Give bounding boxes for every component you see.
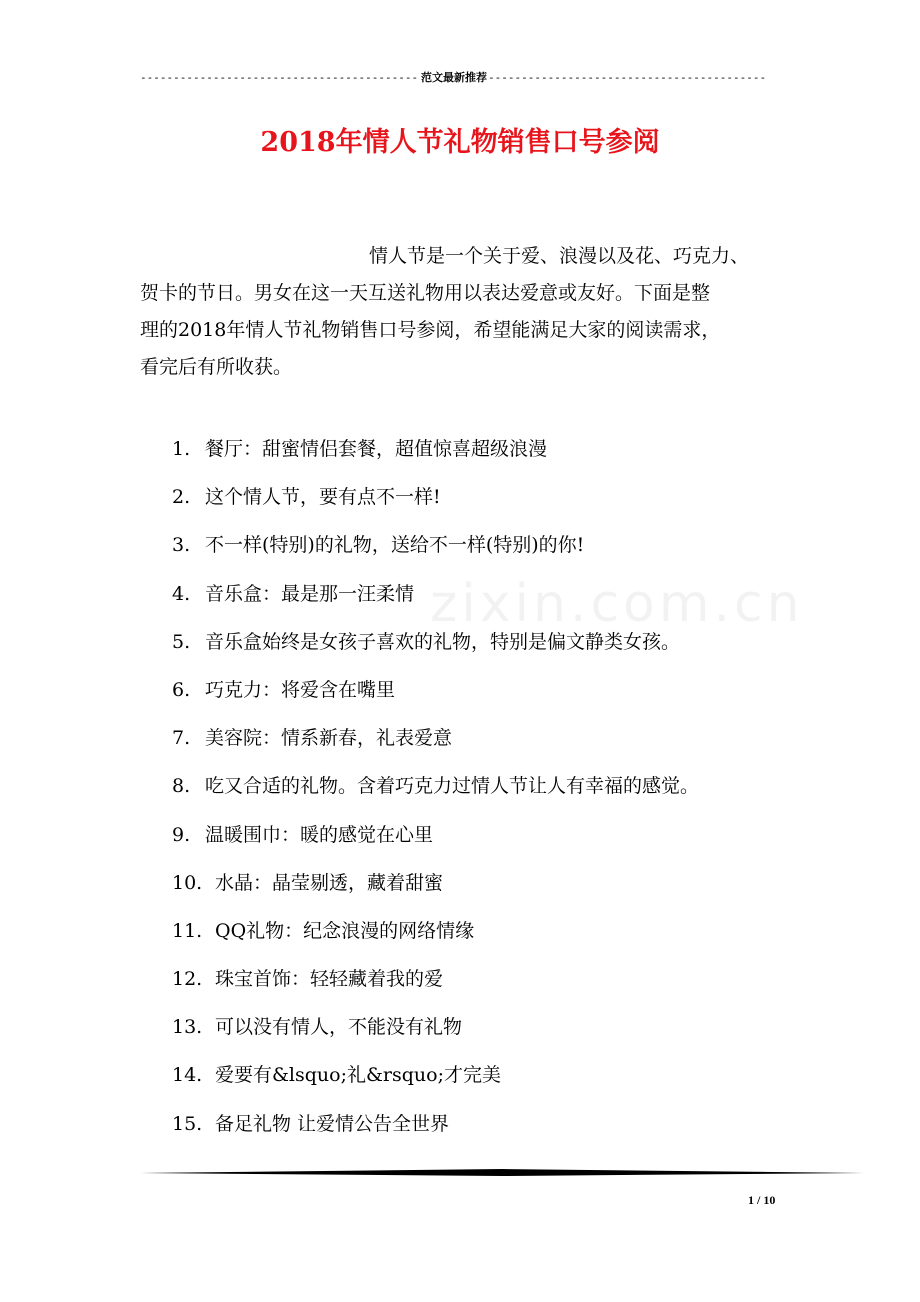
item-text: 温暖围巾：暖的感觉在心里 [205,823,434,846]
intro-line: 看完后有所收获。 [140,356,293,378]
item-text: 这个情人节，要有点不一样! [205,486,441,509]
item-text: 爱要有&lsquo;礼&rsquo;才完美 [215,1064,501,1087]
item-text: 珠宝首饰：轻轻藏着我的爱 [215,968,444,991]
item-number: 10. [172,871,203,894]
item-text: 吃又合适的礼物。含着巧克力过情人节让人有幸福的感觉。 [205,775,700,798]
item-number: 4. [172,582,191,605]
item-number: 9. [172,823,191,846]
item-number: 6. [172,678,191,701]
item-number: 11. [172,919,203,942]
intro-line: 理的2018年情人节礼物销售口号参阅，希望能满足大家的阅读需求， [140,319,721,341]
list-item [172,670,792,718]
item-text: 备足礼物 让爱情公告全世界 [215,1112,450,1135]
item-text: QQ礼物：纪念浪漫的网络情缘 [215,919,475,942]
item-number: 12. [172,968,203,991]
item-text: 美容院：情系新春，礼表爱意 [205,727,453,750]
slogan-list [172,429,792,1152]
item-number: 14. [172,1064,203,1087]
item-number: 7. [172,727,191,750]
list-item [172,815,792,863]
page-number: 1 / 10 [748,1193,776,1207]
item-text: 不一样(特别)的礼物，送给不一样(特别)的你! [205,534,585,557]
list-item [172,525,792,573]
list-item [172,574,792,622]
item-number: 1. [172,438,191,460]
item-number: 2. [172,486,191,509]
list-item [172,477,792,525]
header-label: 范文最新推荐 [421,71,487,84]
item-text: 可以没有情人，不能没有礼物 [215,1016,463,1039]
list-item [172,429,792,477]
document-title: 2018年情人节礼物销售口号参阅 [260,127,660,158]
item-number: 3. [172,534,191,557]
list-item [172,959,792,1007]
intro-line: 情人节是一个关于爱、浪漫以及花、巧克力、 [369,245,750,267]
item-number: 15. [172,1112,203,1135]
item-text: 音乐盒始终是女孩子喜欢的礼物，特别是偏文静类女孩。 [205,630,681,653]
item-text: 餐厅：甜蜜情侣套餐，超值惊喜超级浪漫 [205,438,548,460]
item-text: 巧克力：将爱含在嘴里 [205,678,396,701]
footer-divider [140,1168,864,1178]
header-dashes-right [488,71,768,84]
intro-paragraph [140,238,790,386]
header-banner [140,66,768,88]
list-item [172,766,792,814]
list-item [172,911,792,959]
list-item [172,863,792,911]
intro-line: 贺卡的节日。男女在这一天互送礼物用以表达爱意或友好。下面是整 [140,282,711,304]
list-item [172,622,792,670]
item-number: 5. [172,630,191,653]
item-number: 8. [172,775,191,798]
item-text: 音乐盒：最是那一汪柔情 [205,582,415,605]
item-number: 13. [172,1016,203,1039]
item-text: 水晶：晶莹剔透，藏着甜蜜 [215,871,444,894]
watermark: zixin.com.cn [430,574,804,634]
list-item [172,1104,792,1152]
list-item [172,1007,792,1055]
header-dashes-left [140,71,420,84]
list-item [172,1055,792,1103]
list-item [172,718,792,766]
